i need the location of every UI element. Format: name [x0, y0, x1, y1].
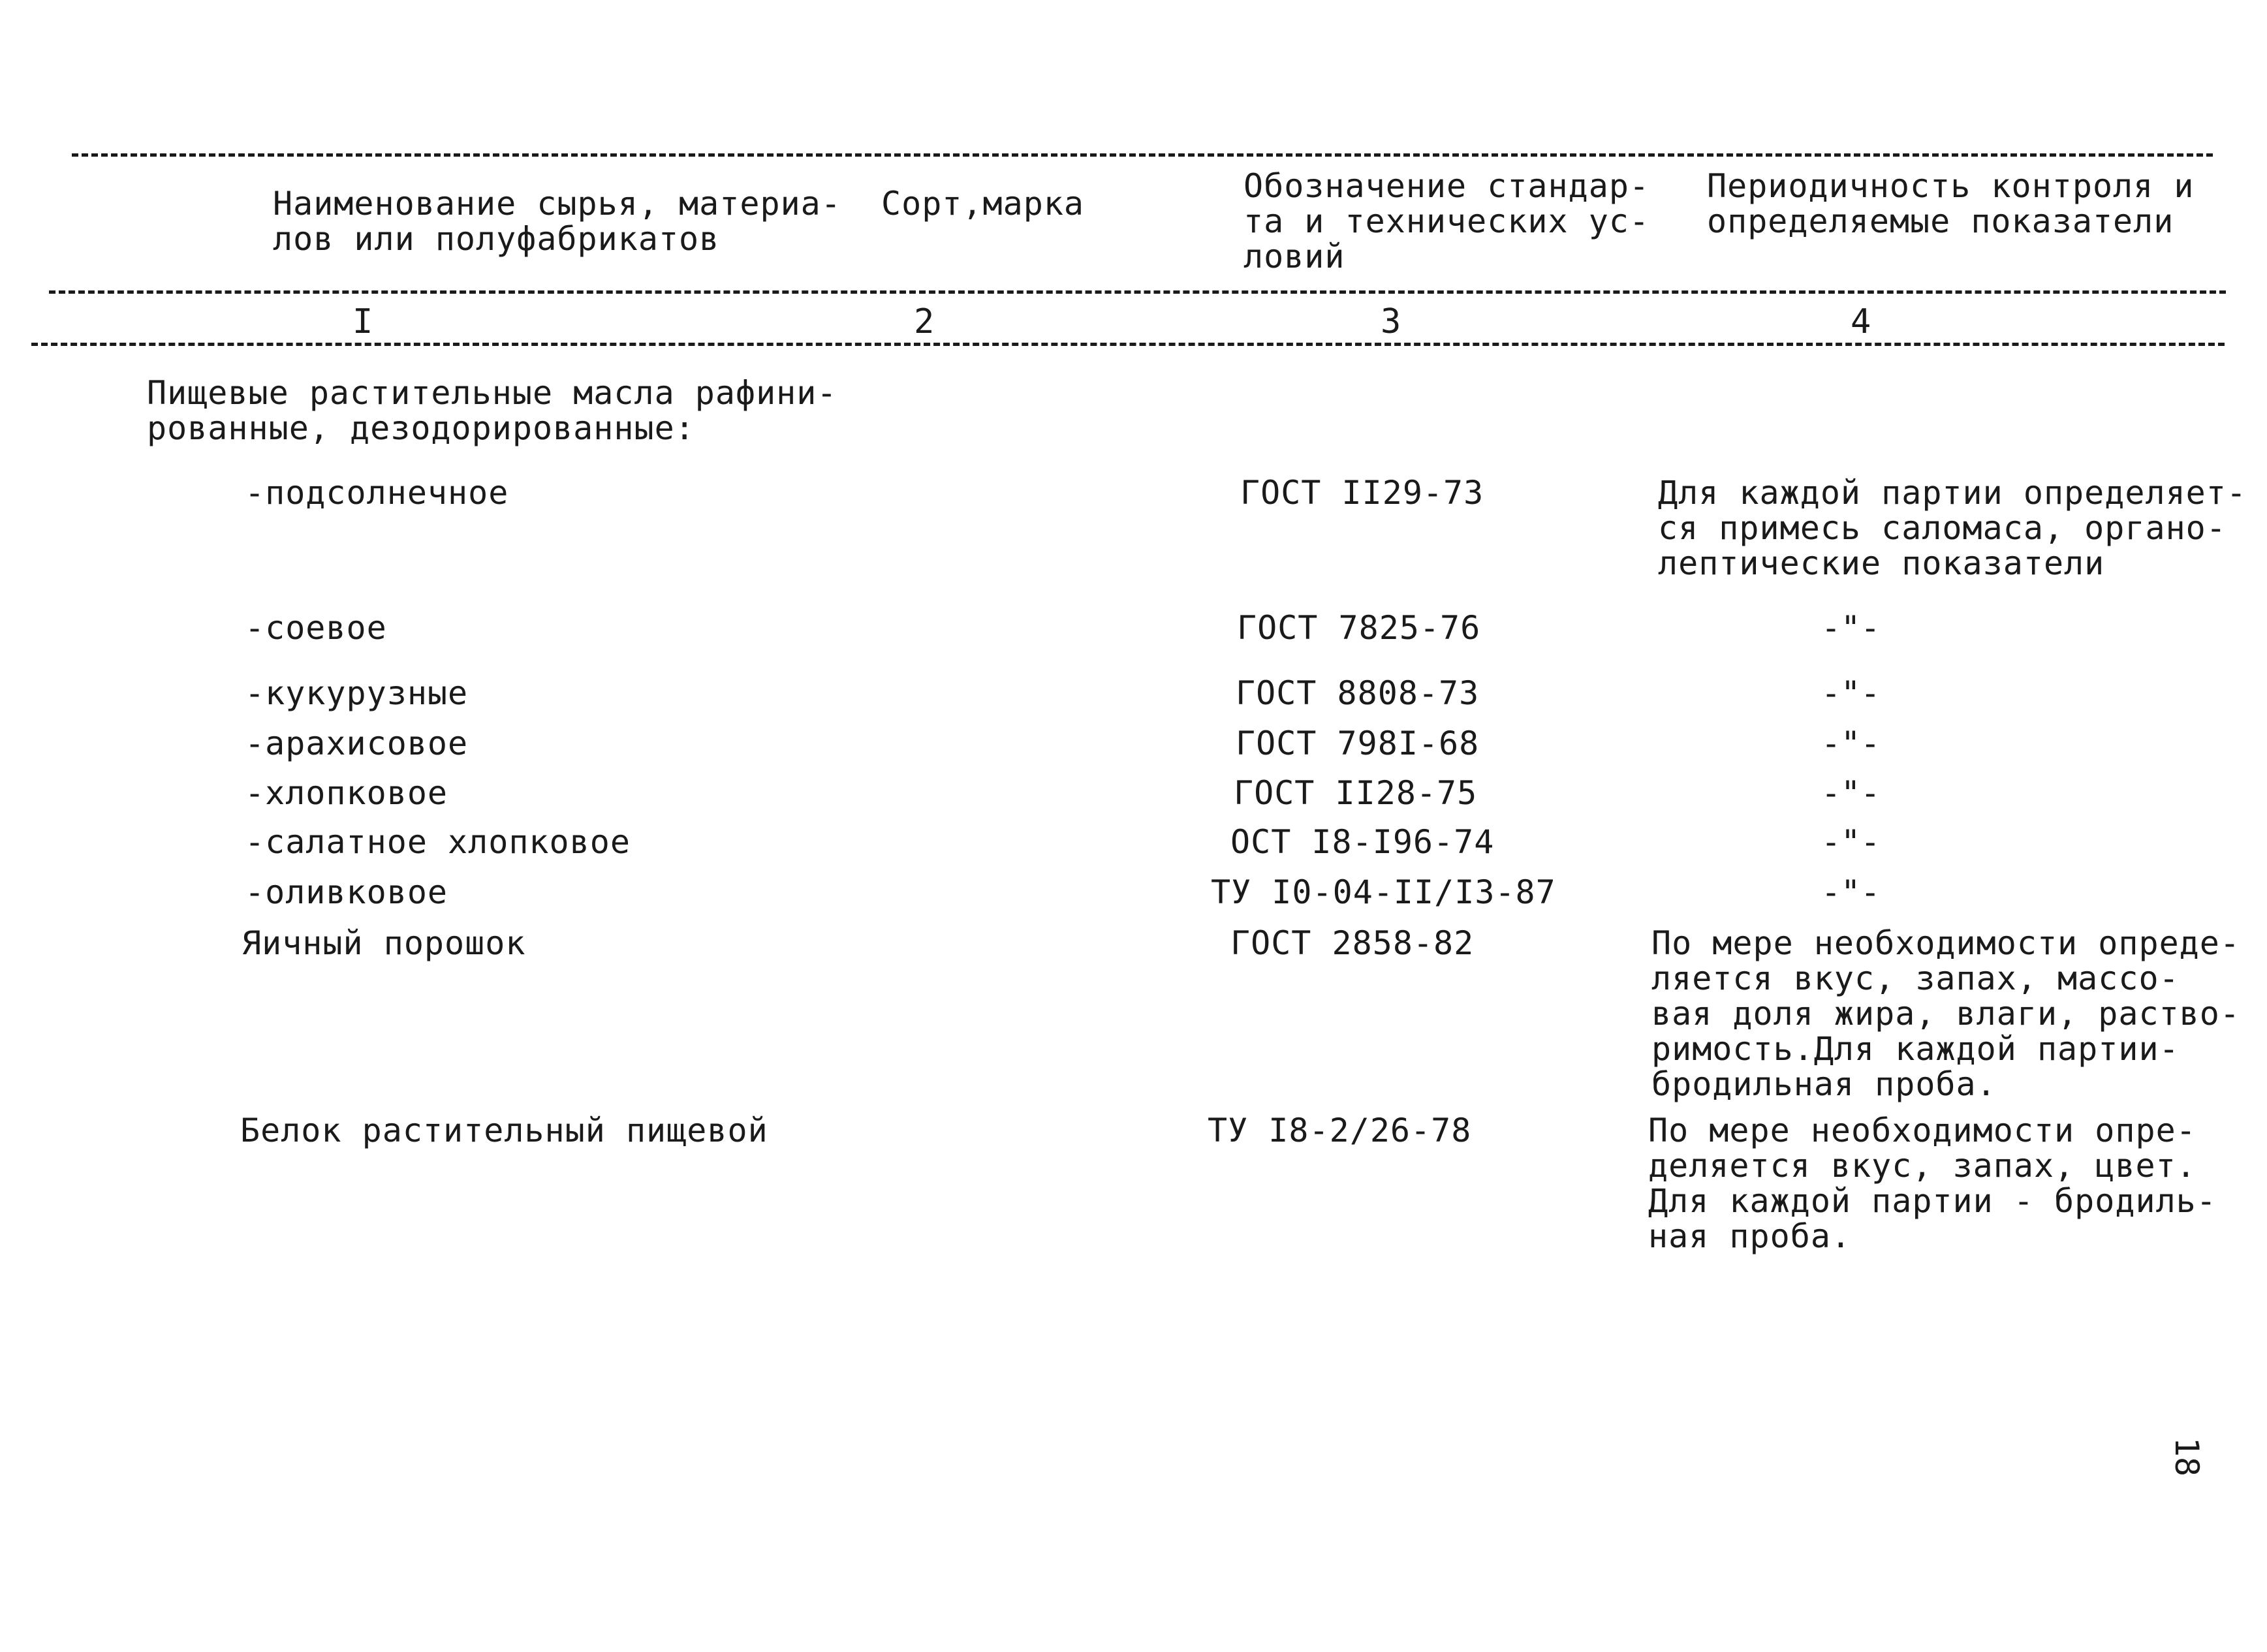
- row-standard: ТУ I8-2/26-78: [1208, 1112, 1472, 1149]
- row-name: -оливковое: [245, 873, 448, 911]
- column-number-3: 3: [1381, 302, 1401, 341]
- header-col-name: Наименование сырья, материа- лов или полуфабрикатов: [273, 185, 841, 258]
- page-number: 18: [2168, 1437, 2206, 1477]
- row-standard: ГОСТ 7825-76: [1237, 609, 1481, 647]
- header-col-standard: Обозначение стандар- та и технических ус- ловий: [1243, 167, 1650, 275]
- row-standard: ГОСТ II29-73: [1240, 474, 1484, 512]
- row-control: По мере необходимости опреде- ляется вкус, запах, массо- вая доля жира, влаги, раство- римость.Для каждой партии- бродильная проба.: [1651, 924, 2240, 1103]
- row-name: Белок растительный пищевой: [240, 1112, 768, 1149]
- row-control: -"-: [1821, 725, 1881, 762]
- header-col-control: Периодичность контроля и определяемые показатели: [1707, 167, 2195, 240]
- group-title: Пищевые растительные масла рафини- рованные, дезодорированные:: [147, 374, 837, 447]
- header-bottom-rule: [49, 290, 2226, 294]
- row-name: -арахисовое: [245, 725, 469, 762]
- row-name: -салатное хлопковое: [245, 823, 631, 861]
- row-standard: ГОСТ II28-75: [1234, 774, 1478, 812]
- column-number-4: 4: [1851, 302, 1871, 341]
- row-name: -соевое: [245, 609, 387, 647]
- row-control: -"-: [1821, 873, 1881, 911]
- row-name: -кукурузные: [245, 674, 469, 712]
- row-standard: ГОСТ 8808-73: [1236, 674, 1480, 712]
- row-control: -"-: [1821, 609, 1881, 647]
- column-number-1: I: [352, 302, 373, 341]
- row-control: По мере необходимости опре- деляется вкус, запах, цвет. Для каждой партии - бродиль- ная проба.: [1648, 1112, 2217, 1255]
- row-control: -"-: [1821, 774, 1881, 812]
- header-col-grade: Сорт,марка: [881, 185, 1085, 223]
- row-control: -"-: [1821, 674, 1881, 712]
- row-standard: ГОСТ 798I-68: [1236, 725, 1480, 762]
- row-name: -подсолнечное: [245, 474, 509, 512]
- row-name: -хлопковое: [245, 774, 448, 812]
- row-control: Для каждой партии определяет- ся примесь саломаса, органо- лептические показатели: [1658, 474, 2247, 582]
- row-name: Яичный порошок: [242, 924, 526, 962]
- column-number-2: 2: [914, 302, 935, 341]
- column-numbers-rule: [31, 343, 2225, 346]
- row-control: -"-: [1821, 823, 1881, 861]
- header-top-rule: [72, 153, 2213, 157]
- row-standard: ГОСТ 2858-82: [1230, 924, 1475, 962]
- row-standard: ОСТ I8-I96-74: [1230, 823, 1495, 861]
- row-standard: ТУ I0-04-II/I3-87: [1211, 873, 1556, 911]
